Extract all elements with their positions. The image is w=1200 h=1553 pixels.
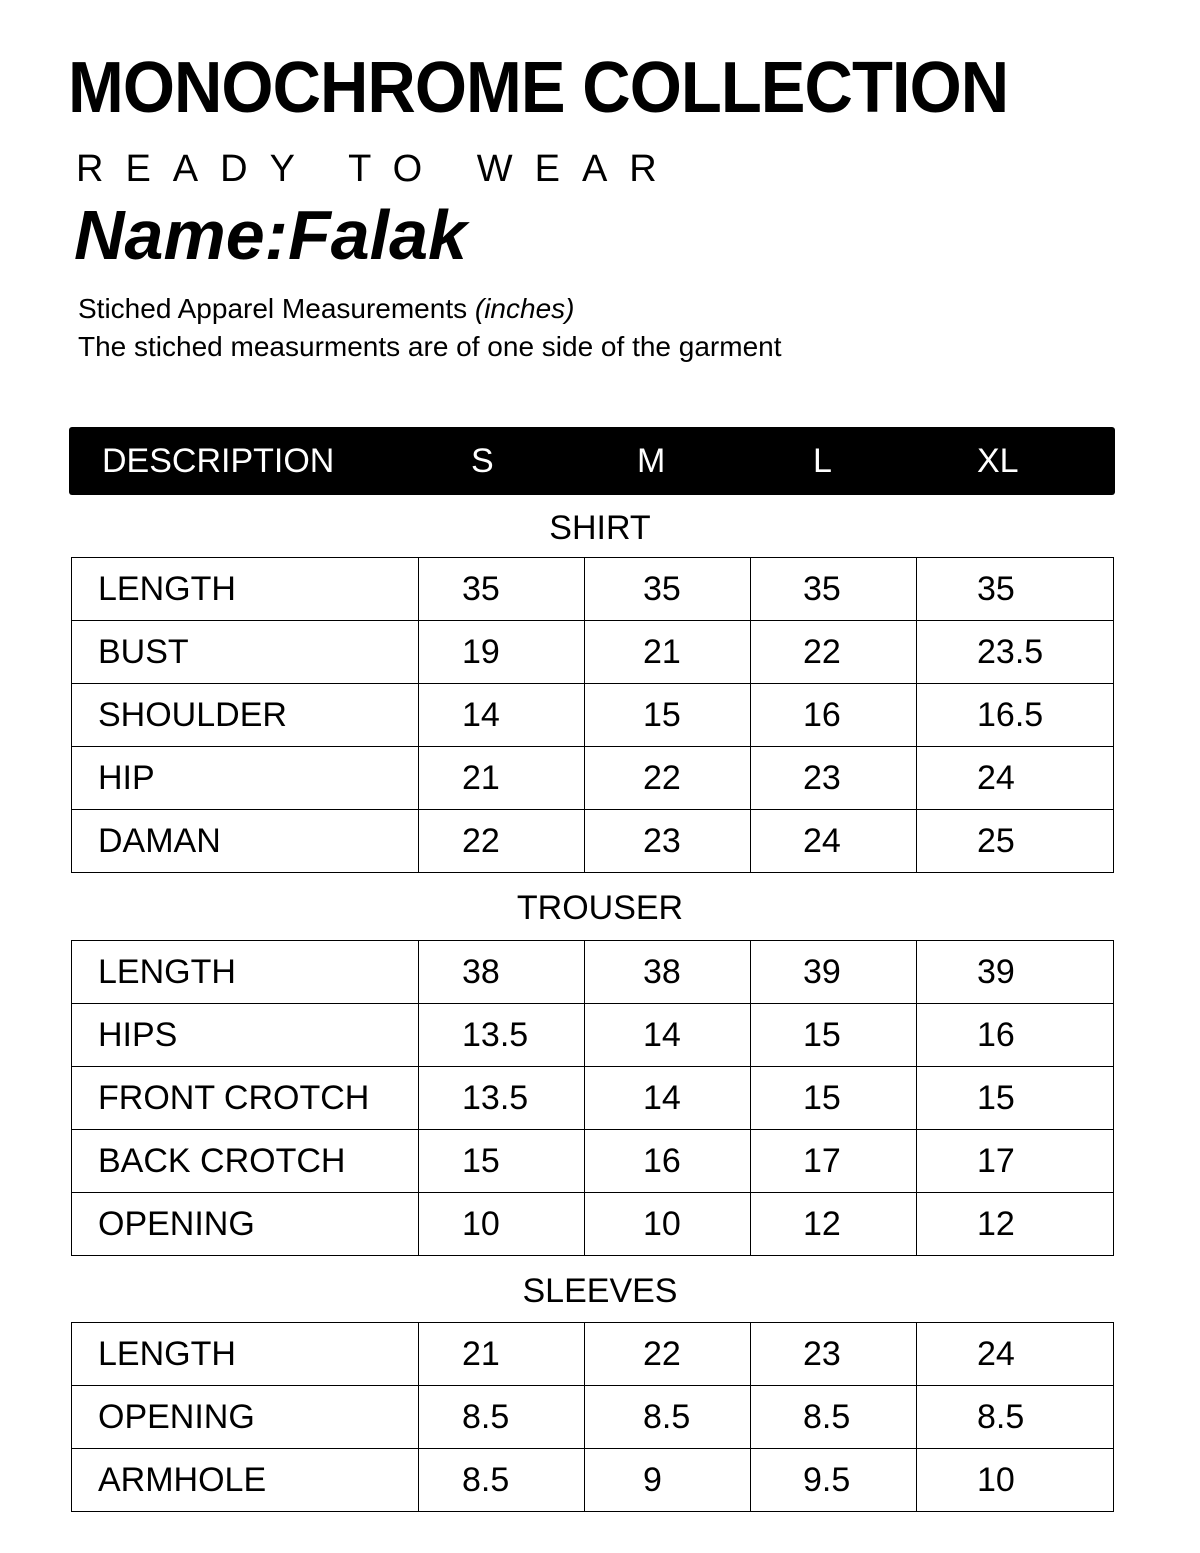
cell-m: 14: [585, 1067, 751, 1130]
table-row: [72, 810, 1114, 873]
cell-xl: 35: [917, 558, 1114, 621]
cell-l: 8.5: [751, 1386, 917, 1449]
cell-s: 8.5: [419, 1449, 585, 1512]
row-label: HIPS: [72, 1004, 419, 1067]
cell-xl: 17: [917, 1130, 1114, 1193]
row-label: OPENING: [72, 1386, 419, 1449]
table-row: [72, 1004, 1114, 1067]
cell-s: 21: [419, 1323, 585, 1386]
cell-m: 8.5: [585, 1386, 751, 1449]
cell-s: 8.5: [419, 1386, 585, 1449]
cell-s: 13.5: [419, 1004, 585, 1067]
table-row: [72, 1193, 1114, 1256]
cell-s: 13.5: [419, 1067, 585, 1130]
cell-s: 15: [419, 1130, 585, 1193]
cell-m: 16: [585, 1130, 751, 1193]
cell-s: 10: [419, 1193, 585, 1256]
cell-l: 39: [751, 941, 917, 1004]
cell-l: 17: [751, 1130, 917, 1193]
table-row: [72, 558, 1114, 621]
cell-l: 24: [751, 810, 917, 873]
cell-xl: 24: [917, 747, 1114, 810]
cell-l: 9.5: [751, 1449, 917, 1512]
cell-l: 23: [751, 747, 917, 810]
row-label: LENGTH: [72, 558, 419, 621]
row-label: OPENING: [72, 1193, 419, 1256]
cell-l: 15: [751, 1067, 917, 1130]
cell-m: 23: [585, 810, 751, 873]
customer-name: Name:Falak: [74, 196, 467, 274]
section-title-shirt: SHIRT: [549, 509, 651, 547]
cell-l: 23: [751, 1323, 917, 1386]
header-size-xl: XL: [977, 442, 1019, 480]
table-row: [72, 684, 1114, 747]
cell-xl: 10: [917, 1449, 1114, 1512]
section-title-trouser: TROUSER: [516, 889, 684, 927]
cell-m: 10: [585, 1193, 751, 1256]
row-label: ARMHOLE: [72, 1449, 419, 1512]
cell-m: 15: [585, 684, 751, 747]
cell-l: 12: [751, 1193, 917, 1256]
table-row: [72, 1386, 1114, 1449]
table-row: [72, 621, 1114, 684]
header-size-l: L: [813, 442, 832, 480]
cell-s: 19: [419, 621, 585, 684]
trouser-measurement-table: [71, 940, 1114, 1256]
table-row: [72, 1323, 1114, 1386]
cell-xl: 16.5: [917, 684, 1114, 747]
cell-m: 38: [585, 941, 751, 1004]
header-size-s: S: [471, 442, 494, 480]
cell-l: 16: [751, 684, 917, 747]
row-label: HIP: [72, 747, 419, 810]
cell-s: 38: [419, 941, 585, 1004]
table-row: [72, 1449, 1114, 1512]
measurement-unit: (inches): [474, 293, 575, 324]
cell-xl: 8.5: [917, 1386, 1114, 1449]
shirt-measurement-table: [71, 557, 1114, 873]
section-title-sleeves: SLEEVES: [522, 1272, 678, 1310]
cell-s: 22: [419, 810, 585, 873]
cell-s: 21: [419, 747, 585, 810]
table-row: [72, 1130, 1114, 1193]
cell-m: 22: [585, 747, 751, 810]
measurement-note: [78, 292, 574, 326]
cell-xl: 16: [917, 1004, 1114, 1067]
cell-xl: 23.5: [917, 621, 1114, 684]
row-label: LENGTH: [72, 941, 419, 1004]
cell-m: 22: [585, 1323, 751, 1386]
table-row: [72, 941, 1114, 1004]
cell-s: 14: [419, 684, 585, 747]
row-label: SHOULDER: [72, 684, 419, 747]
cell-l: 35: [751, 558, 917, 621]
cell-xl: 24: [917, 1323, 1114, 1386]
cell-m: 9: [585, 1449, 751, 1512]
cell-xl: 39: [917, 941, 1114, 1004]
header-description: DESCRIPTION: [102, 442, 335, 480]
measurement-side-note: The stiched measurments are of one side of the garment: [78, 331, 782, 362]
collection-title: MONOCHROME COLLECTION: [68, 48, 1009, 128]
cell-m: 14: [585, 1004, 751, 1067]
row-label: FRONT CROTCH: [72, 1067, 419, 1130]
cell-l: 15: [751, 1004, 917, 1067]
cell-m: 21: [585, 621, 751, 684]
sleeves-measurement-table: [71, 1322, 1114, 1512]
row-label: BUST: [72, 621, 419, 684]
cell-xl: 12: [917, 1193, 1114, 1256]
table-row: [72, 747, 1114, 810]
cell-s: 35: [419, 558, 585, 621]
size-header-bar: [69, 427, 1115, 495]
measurement-note-text: Stiched Apparel Measurements: [78, 293, 468, 324]
cell-m: 35: [585, 558, 751, 621]
row-label: BACK CROTCH: [72, 1130, 419, 1193]
table-row: [72, 1067, 1114, 1130]
row-label: DAMAN: [72, 810, 419, 873]
row-label: LENGTH: [72, 1323, 419, 1386]
collection-subtitle: READY TO WEAR: [76, 148, 679, 190]
cell-l: 22: [751, 621, 917, 684]
cell-xl: 25: [917, 810, 1114, 873]
cell-xl: 15: [917, 1067, 1114, 1130]
header-size-m: M: [637, 442, 666, 480]
